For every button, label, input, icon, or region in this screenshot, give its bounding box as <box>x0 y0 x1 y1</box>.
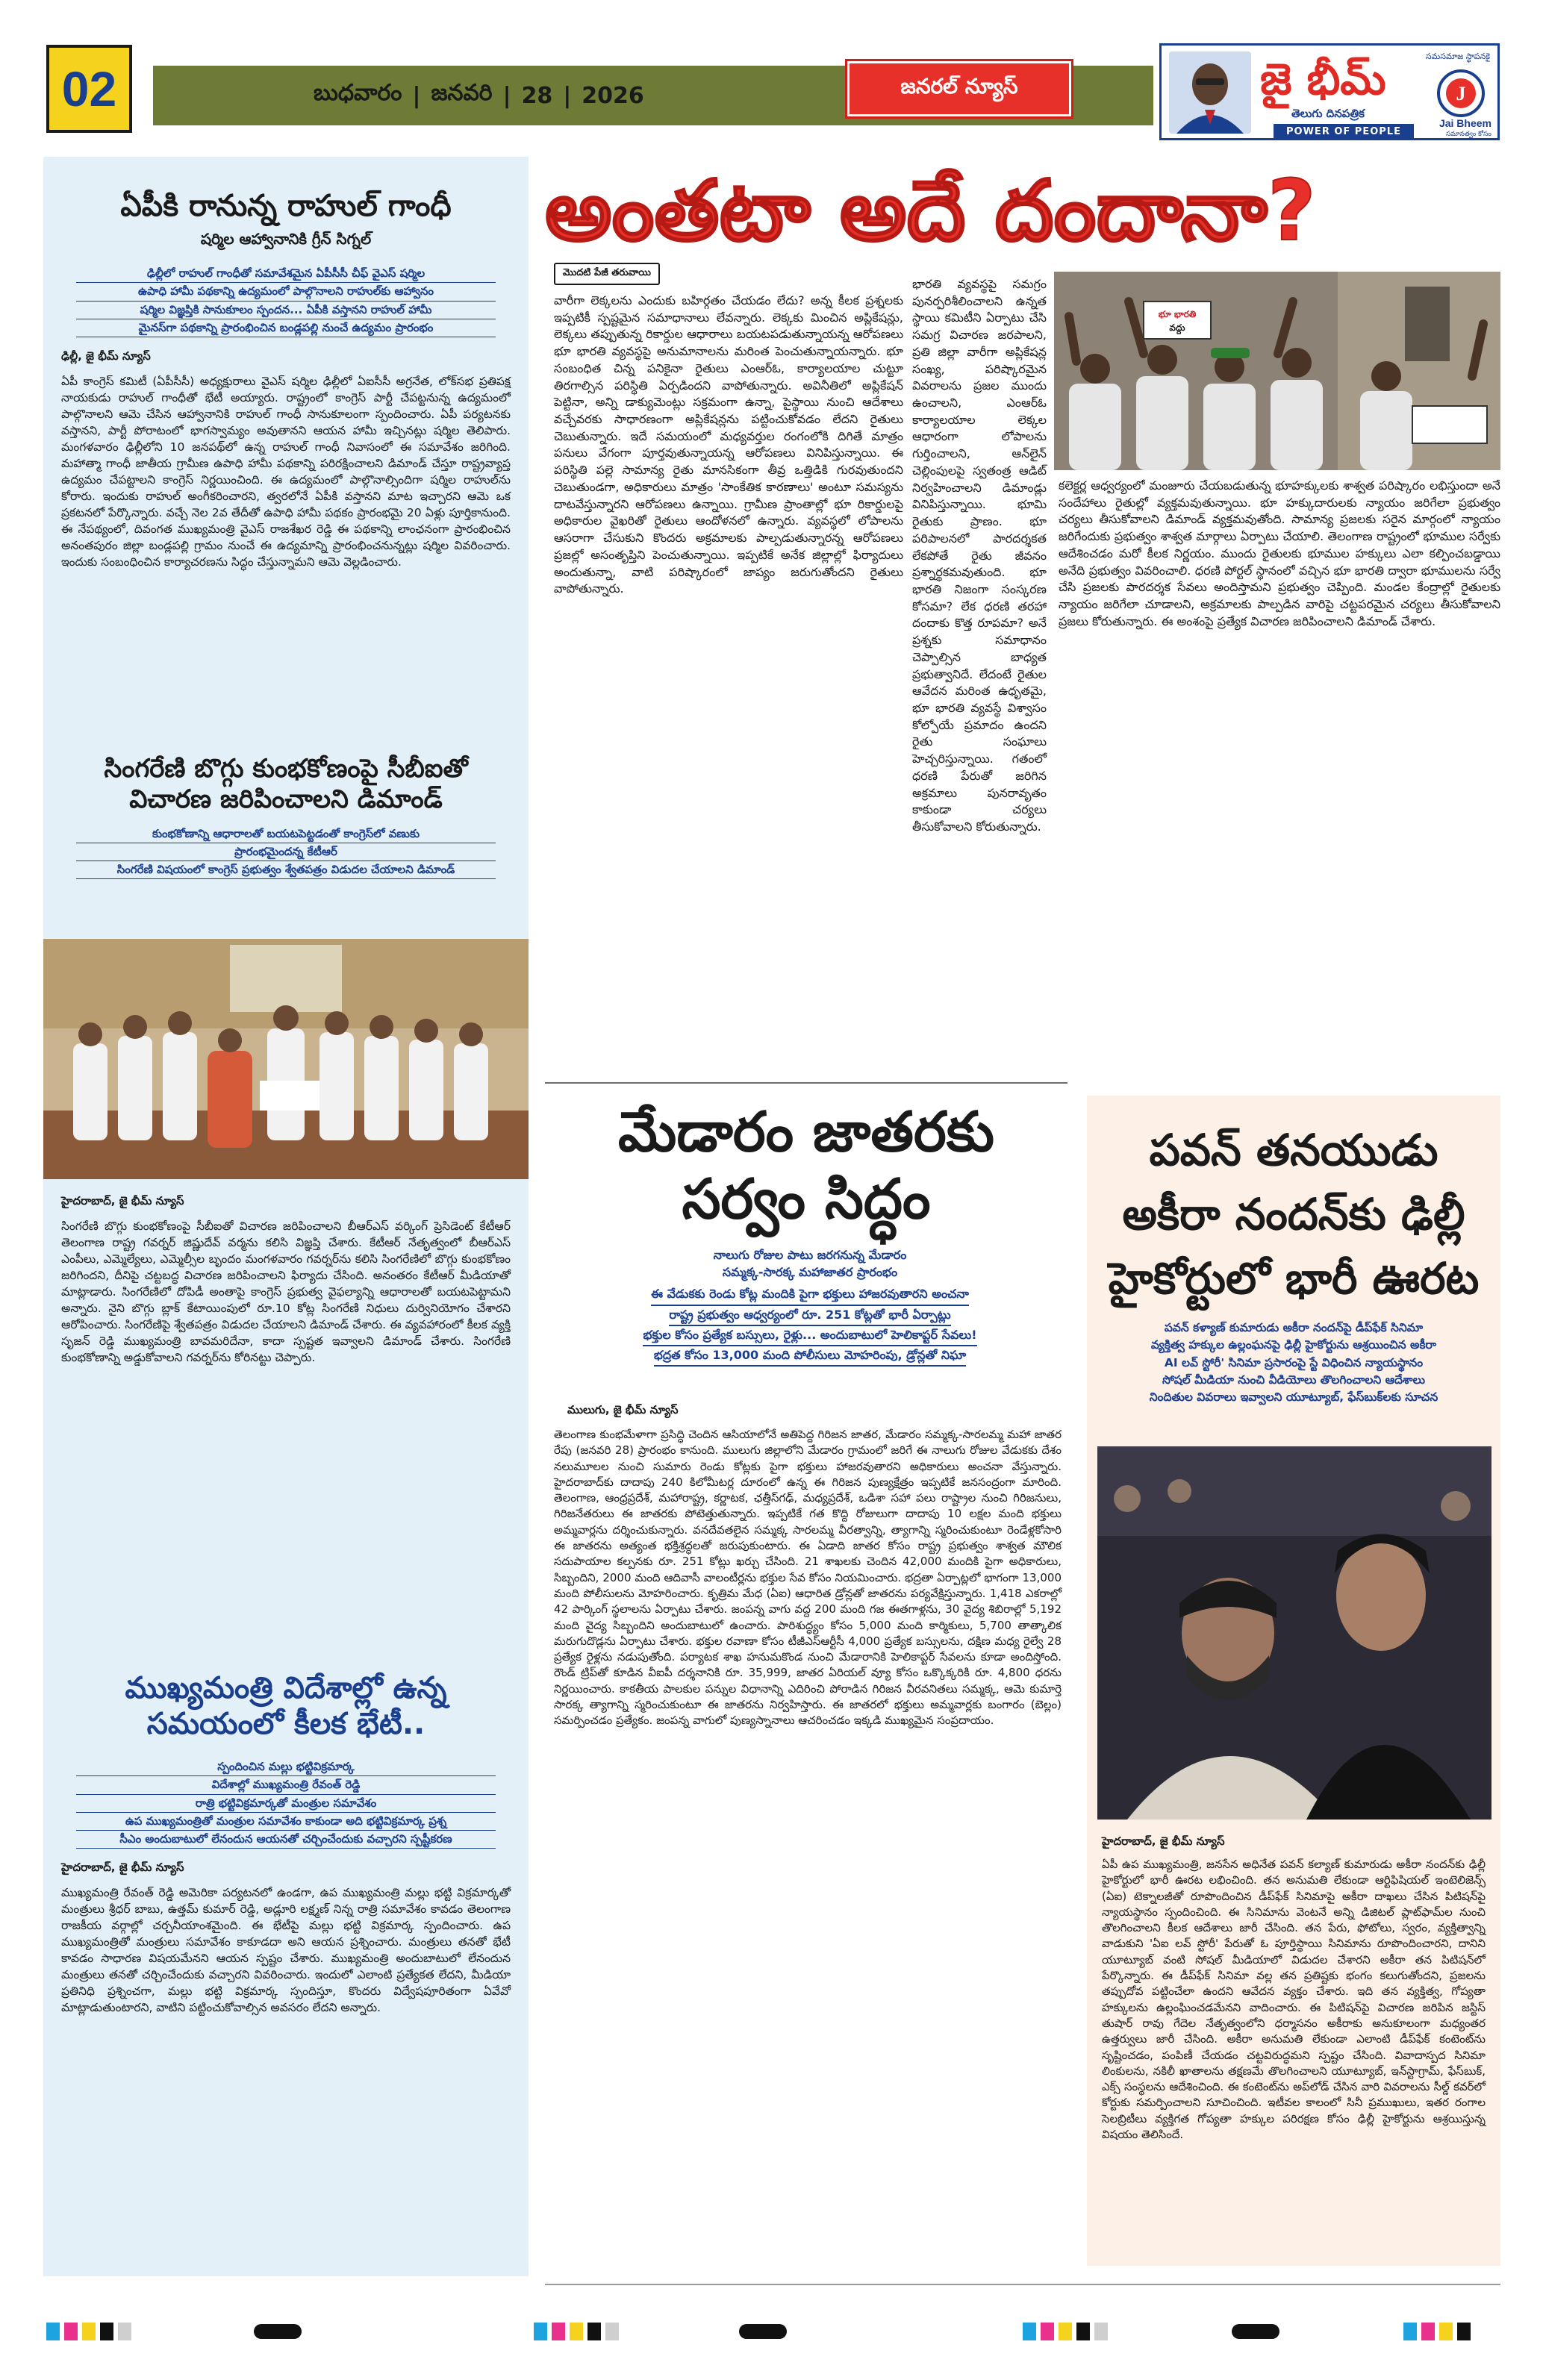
singareni-body: సింగరేణి బొగ్గు కుంభకోణంపై సీబీఐతో విచారణ జరిపించాలని బీఆర్ఎస్ వర్కింగ్ ప్రెసిడెంట్ కేటీఆర్ తెలంగాణ రాష్ట్ర గవర్నర్ జిష్ణుదేవ్ వర్మను కలిసి విజ్ఞప్తి చేశారు. కేటీఆర్ నేతృత్వంలో బీఆర్ఎస్ ఎంపీలు, ఎమ్మెల్యేలు, ఎమ్మెల్సీల బృందం మంగళవారం గవర్నర్‌ను కలిసి సింగరేణిలో బొగ్గు కుంభకోణం జరిగిందని, దీనిపై చట్టబద్ధ విచారణ జరిపించాలని ఫిర్యాదు చేసింది. అనంతరం కేటీఆర్ మీడియాతో మాట్లాడారు. సింగరేణిలో దోపిడీ అంతాపై కాంగ్రెస్ ప్రభుత్వ వైఫల్యాన్ని ఆధారాలతో బయటపెట్టామని అన్నారు. నైని బొగ్గు బ్లాక్ కేటాయింపులో రూ.10 కోట్ల సింగరేణి నిధులు దుర్వినియోగం చేశారని ఆరోపించారు. సింగరేణిపై శ్వేతపత్రం విడుదల చేయాలని డిమాండ్ చేశారు. ఈ వ్యవహారంలో కీలక వ్యక్తి సృజన్ రెడ్డి ముఖ్యమంత్రి బావమరిదేనా, కాదా స్పష్టత ఇవ్వాలని డిమాండ్ చేశారు. సింగరేణి కుంభకోణాన్ని అడ్డుకోవాలని గవర్నర్‌ను కోరినట్టు చెప్పారు. <box>61 1219 511 1364</box>
masthead-brand: జై భీమ్ <box>1260 54 1386 104</box>
cm-story <box>61 1670 511 2016</box>
pawan-deck-line: నిందితుల వివరాలు ఇవ్వాలని యూట్యూబ్, ఫేస్‌బుక్‌లకు సూచన <box>1149 1390 1438 1404</box>
color-registration-marks <box>46 2323 136 2340</box>
cm-deck-line: విదేశాల్లో ముఖ్యమంత్రి రేవంత్ రెడ్డి <box>76 1776 496 1794</box>
pawan-akira-photo <box>1097 1446 1491 1820</box>
singareni-story <box>61 754 511 879</box>
cm-deck-line: రాత్రి భట్టివిక్రమార్కతో మంత్రుల సమావేశం <box>76 1795 496 1813</box>
medaram-deck-line: సమ్మక్క-సారక్క మహాజాతర ప్రారంభం <box>722 1265 898 1280</box>
rahul-subhead: షర్మిల ఆహ్వానానికి గ్రీన్ సిగ్నల్ <box>200 230 372 248</box>
masthead-logo-text: Jai Bheem <box>1438 117 1491 129</box>
singareni-deck-line: సింగరేణి విషయంలో కాంగ్రెస్ ప్రభుత్వం శ్వేతపత్రం విడుదల చేయాలని డిమాండ్ <box>76 861 496 879</box>
issue-year: 2026 <box>582 82 644 109</box>
registration-pill <box>1232 2324 1279 2339</box>
pawan-deck-line: వ్యక్తిత్వ హక్కుల ఉల్లంఘనపై ఢిల్లీ హైకోర్టును ఆశ్రయించిన అకీరా <box>1150 1338 1437 1352</box>
color-registration-marks <box>1023 2323 1112 2340</box>
pawan-headline: పవన్ తనయుడు అకీరా నందన్‌కు ఢిల్లీ హైకోర్టులో భారీ ఊరట <box>1108 1125 1480 1304</box>
medaram-body: తెలంగాణ కుంభమేళాగా ప్రసిద్ధి చెందిన ఆసియాలోనే అతిపెద్ద గిరిజన జాతర, మేడారం సమ్మక్క-సారలమ్మ మహా జాతర రేపు (జనవరి 28) ప్రారంభం కానుంది. ములుగు జిల్లాలోని మేడారం గ్రామంలో జరిగే ఈ నాలుగు రోజుల వేడుకకు దేశం నలుమూలల నుంచి సుమారు రెండు కోట్లకు పైగా భక్తులు హాజరవుతారని అధికారులు అంచనా వేస్తున్నారు. హైదరాబాద్‌కు దాదాపు 240 కిలోమీటర్ల దూరంలో ఉన్న ఈ గిరిజన పుణ్యక్షేత్రం ఇప్పటికే జనసంద్రంగా మారింది. తెలంగాణ, ఆంధ్రప్రదేశ్, మహారాష్ట్ర, కర్ణాటక, ఛత్తీస్‌గఢ్, మధ్యప్రదేశ్, ఒడిశా సహా పలు రాష్ట్రాల నుంచి గిరిజనులు, గిరిజనేతరులు ఈ జాతరకు పోటెత్తుతున్నారు. ఇప్పటికే గత కొద్ది రోజులుగా దాదాపు 10 లక్షల మంది భక్తులు అమ్మవార్లను దర్శించుకున్నారు. వనదేవతలైన సమ్మక్క సారలమ్మ వీరత్వాన్ని, త్యాగాన్ని స్మరించుకుంటూ రెండేళ్లకోసారి ఈ జాతరను అత్యంత భక్తిశ్రద్ధలతో జరుపుకుంటారు. ఈ ఏడాది జాతర కోసం రాష్ట్ర ప్రభుత్వం శాశ్వత మౌలిక సదుపాయాల కల్పనకు రూ. 251 కోట్లు ఖర్చు చేసింది. 21 శాఖలకు చెందిన 42,000 మందికి పైగా అధికారులు, సిబ్బందిని, 2000 మంది ఆదివాసీ వాలంటీర్లను భక్తుల సేవ కోసం నియమించారు. భద్రతా ఏర్పాట్లలో భాగంగా 13,000 మంది పోలీసులను మోహరించారు. కృత్రిమ మేధ (ఏఐ) ఆధారిత డ్రోన్లతో జాతరను పర్యవేక్షిస్తున్నారు. 1,418 ఎకరాల్లో 42 పార్కింగ్ స్థలాలను ఏర్పాటు చేశారు. జంపన్న వాగు వద్ద 200 మంది గజ ఈతగాళ్లను, 30 వైద్య శిబిరాల్లో 5,192 మంది వైద్య సిబ్బందిని అందుబాటులో ఉంచారు. పారిశుద్ధ్యం కోసం 5,000 మంది కార్మికులు, 5,700 తాత్కాలిక మరుగుదొడ్లను ఏర్పాటు చేశారు. భక్తుల రవాణా కోసం టీజీఎస్‌ఆర్టీసీ 4,000 ప్రత్యేక బస్సులను, దక్షిణ మధ్య రైల్వే 28 ప్రత్యేక రైళ్లను నడుపుతోంది. పర్యాటక శాఖ హనుమకొండ నుంచి మేడారానికి హెలికాప్టర్ సేవలను కూడా అందిస్తోంది. రౌండ్ ట్రిప్‌తో కూడిన వీఐపీ దర్శనానికి రూ. 35,999, జాతర ఏరియల్ వ్యూ కోసం ఒక్కొక్కరికి రూ. 4,800 ధరను నిర్ణయించారు. కాకతీయ పాలకుల పన్నుల విధానాన్ని ఎదిరించి పోరాడిన గిరిజన వీరవనితలు సమ్మక్క, ఆమె కుమార్తె సారక్క త్యాగాన్ని స్మరించుకుంటూ ఈ జాతరను నిర్వహిస్తారు. ఈ జాతరలో భక్తులు అమ్మవార్లకు బంగారం (బెల్లం) సమర్పించడం ప్రత్యేకం. జంపన్న వాగులో పుణ్యస్నానాలు ఆచరించడం ఇక్కడి ముఖ్యమైన సంప్రదాయం. <box>554 1428 1062 1728</box>
protest-sign-text: భూ భారతి <box>1158 309 1197 319</box>
footer-rule <box>545 2284 1500 2285</box>
singareni-deck <box>61 825 511 880</box>
registration-pill <box>739 2324 787 2339</box>
rahul-headline: ఏపీకి రానున్న రాహుల్ గాంధీ <box>120 189 452 223</box>
main-headline: అంతటా అదే దందానా? <box>545 163 1316 260</box>
cm-deck-line: స్పందించిన మల్లు భట్టివిక్రమార్క <box>76 1758 496 1776</box>
singareni-deck-line: కుంభకోణాన్ని ఆధారాలతో బయటపెట్టడంతో కాంగ్రెస్‌లో వణుకు <box>76 825 496 843</box>
main-story-column-2: భారతి వ్యవస్థపై సమగ్రం పునర్పరిశీలించాలని ఉన్నత స్థాయి కమిటీని ఏర్పాటు చేసి సమగ్ర విచారణ జరపాలని, ప్రతి జిల్లా వారీగా అప్లికేషన్ల సంఖ్య, పరిష్కారమైన వివరాలను ప్రజల ముందు ఉంచాలని, ఎంఆర్‌ఓ కార్యాలయాల లెక్కల ఆధారంగా లోపాలను గుర్తించాలని, ఆన్‌లైన్ చెల్లింపులపై స్వతంత్ర ఆడిట్ నిర్వహించాలని డిమాండ్లు వినిపిస్తున్నాయి. భూమి రైతుకు ప్రాణం. భూ పరిపాలనలో పారదర్శకత లేకపోతే రైతు జీవనం ప్రశ్నార్థకమవుతుంది. భూ భారతి నిజంగా సంస్కరణ కోసమా? లేక ధరణి తరహా దందాకు కొత్త రూపమా? అనే ప్రశ్నకు సమాధానం చెప్పాల్సిన బాధ్యత ప్రభుత్వానిదే. లేదంటే రైతుల ఆవేదన మరింత ఉధృతమై, భూ భారతి వ్యవస్థే విశ్వాసం కోల్పోయే ప్రమాదం ఉందని రైతు సంఘాలు హెచ్చరిస్తున్నాయి. గతంలో ధరణి పేరుతో జరిగిన అక్రమాలు పునరావృతం కాకుండా చర్యలు తీసుకోవాలని కోరుతున్నారు. <box>912 277 1047 834</box>
print-registration-strip <box>0 2323 1543 2352</box>
rahul-deck-line: మైనస్‌గా పథకాన్ని ప్రారంభించిన బండ్లపల్లి నుంచే ఉద్యమం ప్రారంభం <box>76 319 496 337</box>
rahul-deck-line: ఢిల్లీలో రాహుల్ గాంధీతో సమావేశమైన ఏపీసీసీ చీఫ్ వైఎస్ షర్మిల <box>76 265 496 283</box>
pawan-deck-line: AI లవ్ స్టోరీ' సినిమా ప్రసారంపై స్టే విధించిన న్యాయస్థానం <box>1164 1355 1424 1369</box>
continuation-tag: మొదటి పేజీ తరువాయి <box>554 263 660 285</box>
section-divider <box>545 1082 1067 1084</box>
rahul-story <box>61 188 511 570</box>
jai-bheem-logo-icon <box>1432 66 1490 125</box>
left-column-panel <box>43 157 529 2276</box>
singareni-deck-line: ప్రారంభమైందన్న కేటీఆర్ <box>76 843 496 861</box>
issue-date-number: 28 <box>521 82 553 109</box>
cm-headline: ముఖ్యమంత్రి విదేశాల్లో ఉన్న సమయంలో కీలక భేటీ.. <box>125 1671 447 1741</box>
masthead-subtitle: తెలుగు దినపత్రిక <box>1291 107 1365 120</box>
color-registration-marks <box>534 2323 623 2340</box>
pawan-body: ఏపీ ఉప ముఖ్యమంత్రి, జనసేన అధినేత పవన్ కల్యాణ్ కుమారుడు అకీరా నందన్‌కు ఢిల్లీ హైకోర్టులో భారీ ఊరట లభించింది. తన అనుమతి లేకుండా ఆర్టిఫిషియల్ ఇంటెలిజెన్స్ (ఏఐ) టెక్నాలజీతో రూపొందించిన డీప్‌ఫేక్ సినిమాపై అకీరా దాఖలు చేసిన పిటిషన్‌పై న్యాయస్థానం స్పందించింది. ఈ సినిమాను వెంటనే అన్ని డిజిటల్ ప్లాట్‌ఫామ్‌ల నుంచి తొలగించాలని కీలక ఆదేశాలు జారీ చేసింది. తన పేరు, ఫోటోలు, స్వరం, వ్యక్తిత్వాన్ని వాడుకుని 'ఏఐ లవ్ స్టోరీ' పేరుతో ఓ పూర్తిస్థాయి సినిమాను రూపొందించారని, దానిని యూట్యూబ్ వంటి సోషల్ మీడియాలో విడుదల చేశారని అకీరా తన పిటిషన్‌లో పేర్కొన్నారు. ఈ డీప్‌ఫేక్ సినిమా వల్ల తన ప్రతిష్టకు భంగం కలుగుతోందని, ప్రజలను తప్పుదోవ పట్టించేలా ఉందని ఆవేదన వ్యక్తం చేశారు. ఇది తన వ్యక్తిత్వ, గోప్యతా హక్కులను ఉల్లంఘించడమేనని వాదించారు. ఈ పిటిషన్‌పై విచారణ జరిపిన జస్టిస్ తుషార్ రావు గేదెల నేతృత్వంలోని ధర్మాసనం అకీరాకు అనుకూలంగా మధ్యంతర ఉత్తర్వులు జారీ చేసింది. అకీరా అనుమతి లేకుండా ఎలాంటి డీప్‌ఫేక్ కంటెంట్‌ను సృష్టించడం, పంపిణీ చేయడం చట్టవిరుద్ధమని స్పష్టం చేసింది. వివాదాస్పద సినిమా లింకులను, నకిలీ ఖాతాలను తక్షణమే తొలగించాలని యూట్యూబ్, ఇన్‌స్టాగ్రామ్, ఫేస్‌బుక్, ఎక్స్ సంస్థలను ఆదేశించింది. ఈ కంటెంట్‌ను అప్‌లోడ్ చేసిన వారి వివరాలను సీల్డ్ కవర్‌లో కోర్టుకు సమర్పించాలని సూచించింది. ఇటీవల కాలంలో సినీ ప్రముఖులు, ఇతర రంగాల సెలబ్రిటీలు వ్యక్తిగత గోప్యతా హక్కుల పరిరక్షణ కోసం ఢిల్లీ హైకోర్టును ఆశ్రయిస్తున్న విషయం తెలిసిందే. <box>1102 1858 1486 2142</box>
issue-date: బుధవారం | జనవరి | 28 | 2026 <box>314 75 644 116</box>
protest-sign-text: వద్దు <box>1169 322 1185 333</box>
cm-body: ముఖ్యమంత్రి రేవంత్ రెడ్డి అమెరికా పర్యటనలో ఉండగా, ఉప ముఖ్యమంత్రి మల్లు భట్టి విక్రమార్కతో మంత్రులు శ్రీధర్ బాబు, ఉత్తమ్ కుమార్ రెడ్డి, అడ్లూరి లక్ష్మణ్ నిన్న రాత్రి సమావేశం కావడం తెలంగాణ రాజకీయ వర్గాల్లో చర్చనీయాంశమైంది. ఈ భేటీపై మల్లు భట్టి విక్రమార్క స్పందించారు. ఉప ముఖ్యమంత్రితో మంత్రులు సమావేశం కాకూడదా అని ఆయన ప్రశ్నించారు. మంత్రులు తనతో భేటీ కావడం సాధారణ విషయమేనని ఆయన స్పష్టం చేశారు. ముఖ్యమంత్రి అందుబాటులో లేనందున మంత్రులు తనతో చర్చించేందుకు వచ్చారని వివరించారు. ఇందులో ఎలాంటి ప్రత్యేకత లేదని, మీడియా ప్రతినిధి ప్రశ్నించగా, మల్లు భట్టి విక్రమార్క స్పందిస్తూ, కొందరు విద్వేషపూరితంగా ఏవేవో మాట్లాడుతుంటారని, వాటిని పట్టించుకోవాల్సిన అవసరం లేదని అన్నారు. <box>61 1886 511 2015</box>
masthead-slogan: POWER OF PEOPLE <box>1274 124 1414 139</box>
medaram-deck-line: రాష్ట్ర ప్రభుత్వం ఆధ్వర్యంలో రూ. 251 కోట్లతో భారీ ఏర్పాట్లు <box>669 1306 950 1326</box>
cm-deck-line: ఉప ముఖ్యమంత్రితో మంత్రుల సమావేశం కాకుండా అది భట్టివిక్రమార్క ప్రశ్న <box>76 1813 496 1831</box>
rahul-deck-line: షర్మిల విజ్ఞప్తికి సానుకూలం స్పందన... ఏపీకి వస్తానని రాహుల్ హామీ <box>76 302 496 319</box>
rahul-deck-line: ఉపాధి హామీ పథకాన్ని ఉద్యమంలో పాల్గొనాలని రాహుల్‌కు ఆహ్వానం <box>76 283 496 301</box>
rahul-deck <box>61 265 511 337</box>
registration-pill <box>254 2324 302 2339</box>
protest-photo <box>1054 272 1500 470</box>
issue-month: జనవరి <box>431 80 493 106</box>
masthead <box>1159 43 1500 140</box>
singareni-dateline: హైదరాబాద్, జై భీమ్ న్యూస్ <box>61 1194 184 1208</box>
pawan-dateline: హైదరాబాద్, జై భీమ్ న్యూస్ <box>1102 1834 1225 1848</box>
cm-dateline: హైదరాబాద్, జై భీమ్ న్యూస్ <box>61 1861 184 1875</box>
singareni-headline: సింగరేణి బొగ్గు కుంభకోణంపై సీబీఐతో విచారణ జరిపించాలని డిమాండ్ <box>104 754 468 814</box>
medaram-deck-line: భద్రత కోసం 13,000 మంది పోలీసులు మోహరింపు, డ్రోన్లతో నిఘా <box>654 1346 966 1367</box>
singareni-body-block <box>61 1194 511 1366</box>
page-number: 02 <box>46 45 132 133</box>
cm-deck <box>61 1758 511 1849</box>
ambedkar-portrait-image <box>1169 51 1251 134</box>
cm-deck-line: సీఎం అందుబాటులో లేనందున ఆయనతో చర్చించేందుకు వచ్చారని స్పష్టీకరణ <box>76 1831 496 1849</box>
singareni-photo <box>43 939 529 1179</box>
rahul-dateline: ఢిల్లీ, జై భీమ్ న్యూస్ <box>61 349 151 363</box>
section-category: జనరల్ న్యూస్ <box>847 61 1071 116</box>
pawan-story-panel <box>1087 1096 1500 2266</box>
medaram-dateline: ములుగు, జై భీమ్ న్యూస్ <box>567 1403 679 1417</box>
medaram-deck-line: ఈ వేడుకకు రెండు కోట్ల మందికి పైగా భక్తులు హాజరవుతారని అంచనా <box>651 1285 969 1305</box>
main-story-column-3: కలెక్టర్ల ఆధ్వర్యంలో మంజూరు చేయబడుతున్న భూహక్కులకు శాశ్వత పరిష్కారం లభిస్తుందా అనే సందేహాలు రైతుల్లో వ్యక్తమవుతున్నాయి. భూ హక్కుదారులకు న్యాయం జరిగేలా ప్రభుత్వం చర్యలు తీసుకోవాలని డిమాండ్ వ్యక్తమవుతోంది. సామాన్య ప్రజలకు సరైన మార్గంలో న్యాయం జరిగేందుకు ప్రభుత్వం శాశ్వత మార్గాలు ఏర్పాటు చేయాలి. తెలంగాణ రాష్ట్రంలో భూముల సర్వేకు ఆదేశించడం మరో కీలక నిర్ణయం. ముందు రైతులకు భూముల హక్కులు ఎలా కల్పించబడ్డాయి అనేది ప్రభుత్వం వివరించాలి. ధరణి పోర్టల్ స్థానంలో వచ్చిన భూ భారతి ద్వారా భూములను సర్వే చేసి ప్రజలకు పారదర్శక సేవలు అందిస్తామని ప్రభుత్వం చెప్పింది. మండల కేంద్రాల్లో రైతులకు న్యాయం జరిగేలా చూడాలని, అక్రమాలకు పాల్పడిన వారిపై చట్టపరమైన చర్యలు తీసుకోవాలని ప్రజలు కోరుతున్నారు. ఈ అంశంపై ప్రత్యేక విచారణ జరిపించాలని డిమాండ్ చేశారు. <box>1059 478 1500 628</box>
medaram-deck-line: భక్తుల కోసం ప్రత్యేక బస్సులు, రైళ్లు... అందుబాటులో హెలికాప్టర్ సేవలు! <box>643 1326 976 1346</box>
masthead-tagline-bottom: సమానత్వం కోసం <box>1446 131 1491 138</box>
masthead-tagline-top: సమసమాజ స్థాపనకై <box>1425 51 1490 61</box>
main-story-column-1: వారీగా లెక్కలను ఎందుకు బహిర్గతం చేయడం లేదు? అన్న కీలక ప్రశ్నలకు ఇప్పటికీ స్పష్టమైన సమాధానాలు లేవన్నారు. లెక్కకు మించిన అప్లికేషన్లు, లెక్కలు తప్పుతున్న రికార్డుల ఆధారాలు బయటపడుతున్నాయన్న ఆరోపణలు భూ భారతి వ్యవస్థపై అనుమానాలను మరింత పెంచుతున్నాయన్నారు. భూ సంబంధిత చిన్న పనికైనా రైతులు ఎంఆర్‌ఓ, కార్యాలయాల చుట్టూ తిరగాల్సిన పరిస్థితి ఏర్పడిందని వాపోతున్నారు. అవినీతిలో అప్లికేషన్ పెట్టినా, అన్ని డాక్యుమెంట్లు సక్రమంగా ఉన్నా, పైస్థాయి నుంచి ఆదేశాలు వచ్చేవరకు సాధారణంగా అప్లికేషన్లను పట్టించుకోవడం లేదని రైతులు చెబుతున్నారు. ఇదే సమయంలో మధ్యవర్తుల రంగంలోకి దిగితే మాత్రం పనులు వేగంగా పూర్తవుతున్నాయన్న ఆరోపణలు వినిపిస్తున్నాయి. ఈ పరిస్థితి పల్లె సామాన్య రైతు మానసికంగా తీవ్ర ఒత్తిడికి గురవుతుందని చెబుతుండగా, అధికారులు మాత్రం 'సాంకేతిక కారణాలు' అంటూ సమస్యను దాటవేస్తున్నారని ఆరోపణలు ఉన్నాయి. గ్రామీణ ప్రాంతాల్లో భూ రికార్డులపై అధికారుల వైఖరితో రైతులు ఆందోళనలో ఉన్నారు. వ్యవస్థలో లోపాలను ఆసరాగా చేసుకుని కొందరు అక్రమాలకు పాల్పడుతున్నారన్న ఆరోపణలు ప్రజల్లో అసంతృప్తిని పెంచుతున్నాయి. ఇప్పటికే అనేక జిల్లాల్లో ఫిర్యాదులు అందుతున్నా, వాటి పరిష్కారంలో జాప్యం జరుగుతోందని రైతులు వాపోతున్నారు. <box>554 293 903 596</box>
medaram-deck <box>564 1246 1056 1367</box>
pawan-deck-line: పవన్ కళ్యాణ్ కుమారుడు అకీరా నందన్‌పై డీప్‌ఫేక్ సినిమా <box>1164 1321 1424 1334</box>
svg-text:J: J <box>1456 83 1466 104</box>
medaram-headline: మేడారం జాతరకు సర్వం సిద్ధం <box>617 1100 995 1231</box>
color-registration-marks <box>1403 2323 1475 2340</box>
medaram-deck-line: నాలుగు రోజుల పాటు జరగనున్న మేడారం <box>713 1248 907 1262</box>
pawan-deck <box>1102 1319 1486 1406</box>
pawan-deck-line: సోషల్ మీడియా నుంచి వీడియోలు తొలగించాలని ఆదేశాలు <box>1162 1372 1425 1387</box>
rahul-body: ఏపీ కాంగ్రెస్ కమిటీ (ఏపీసీసీ) అధ్యక్షురాలు వైఎస్ షర్మిల ఢిల్లీలో ఏఐసీసీ అగ్రనేత, లోక్‌సభ ప్రతిపక్ష నాయకుడు రాహుల్ గాంధీతో భేటీ అయ్యారు. రాష్ట్రంలో కాంగ్రెస్ పార్టీ చేపట్టనున్న ఉద్యమంలో పాల్గొనాలని ఆమె చేసిన ఆహ్వానానికి రాహుల్ గాంధీ సానుకూలంగా స్పందించారు. ఏపీ పర్యటనకు వస్తానని, పార్టీ పోరాటంలో భాగస్వామ్యం అవుతానని ఆయన హామీ ఇచ్చినట్లు షర్మిల తెలిపారు. మంగళవారం ఢిల్లీలోని 10 జనపథ్‌లో ఉన్న రాహుల్ గాంధీ నివాసంలో ఈ సమావేశం జరిగింది. మహాత్మా గాంధీ జాతీయ గ్రామీణ ఉపాధి హామీ పథకాన్ని పరిరక్షించాలని డిమాండ్ చేస్తూ రాష్ట్రవ్యాప్త ఉద్యమం చేపట్టాలని కాంగ్రెస్ నిర్ణయించింది. ఈ ఉద్యమంలో పాల్గొనాల్సిందిగా షర్మిల రాహుల్‌ను కోరారు. ఇందుకు రాహుల్ అంగీకరించారని, త్వరలోనే ఏపీకి వస్తానని మాట ఇచ్చారని ఆమె ఒక ప్రకటనలో పేర్కొన్నారు. వచ్చే నెల 2వ తేదీతో ఉపాధి హామీ పథకం ప్రారంభమై 20 ఏళ్లు పూర్తికానుంది. ఈ నేపథ్యంలో, దివంగత ముఖ్యమంత్రి వైఎస్ రాజశేఖర రెడ్డి ఈ పథకాన్ని లాంఛనంగా ప్రారంభించిన అనంతపురం జిల్లా బండ్లపల్లి గ్రామం నుంచే ఈ ఉద్యమాన్ని ప్రారంభించనున్నట్లు షర్మిల వివరించారు. ఇందుకు సంబంధించిన కార్యాచరణను సిద్ధం చేస్తున్నామని ఆమె వెల్లడించారు. <box>61 375 511 569</box>
issue-day: బుధవారం <box>314 80 402 106</box>
